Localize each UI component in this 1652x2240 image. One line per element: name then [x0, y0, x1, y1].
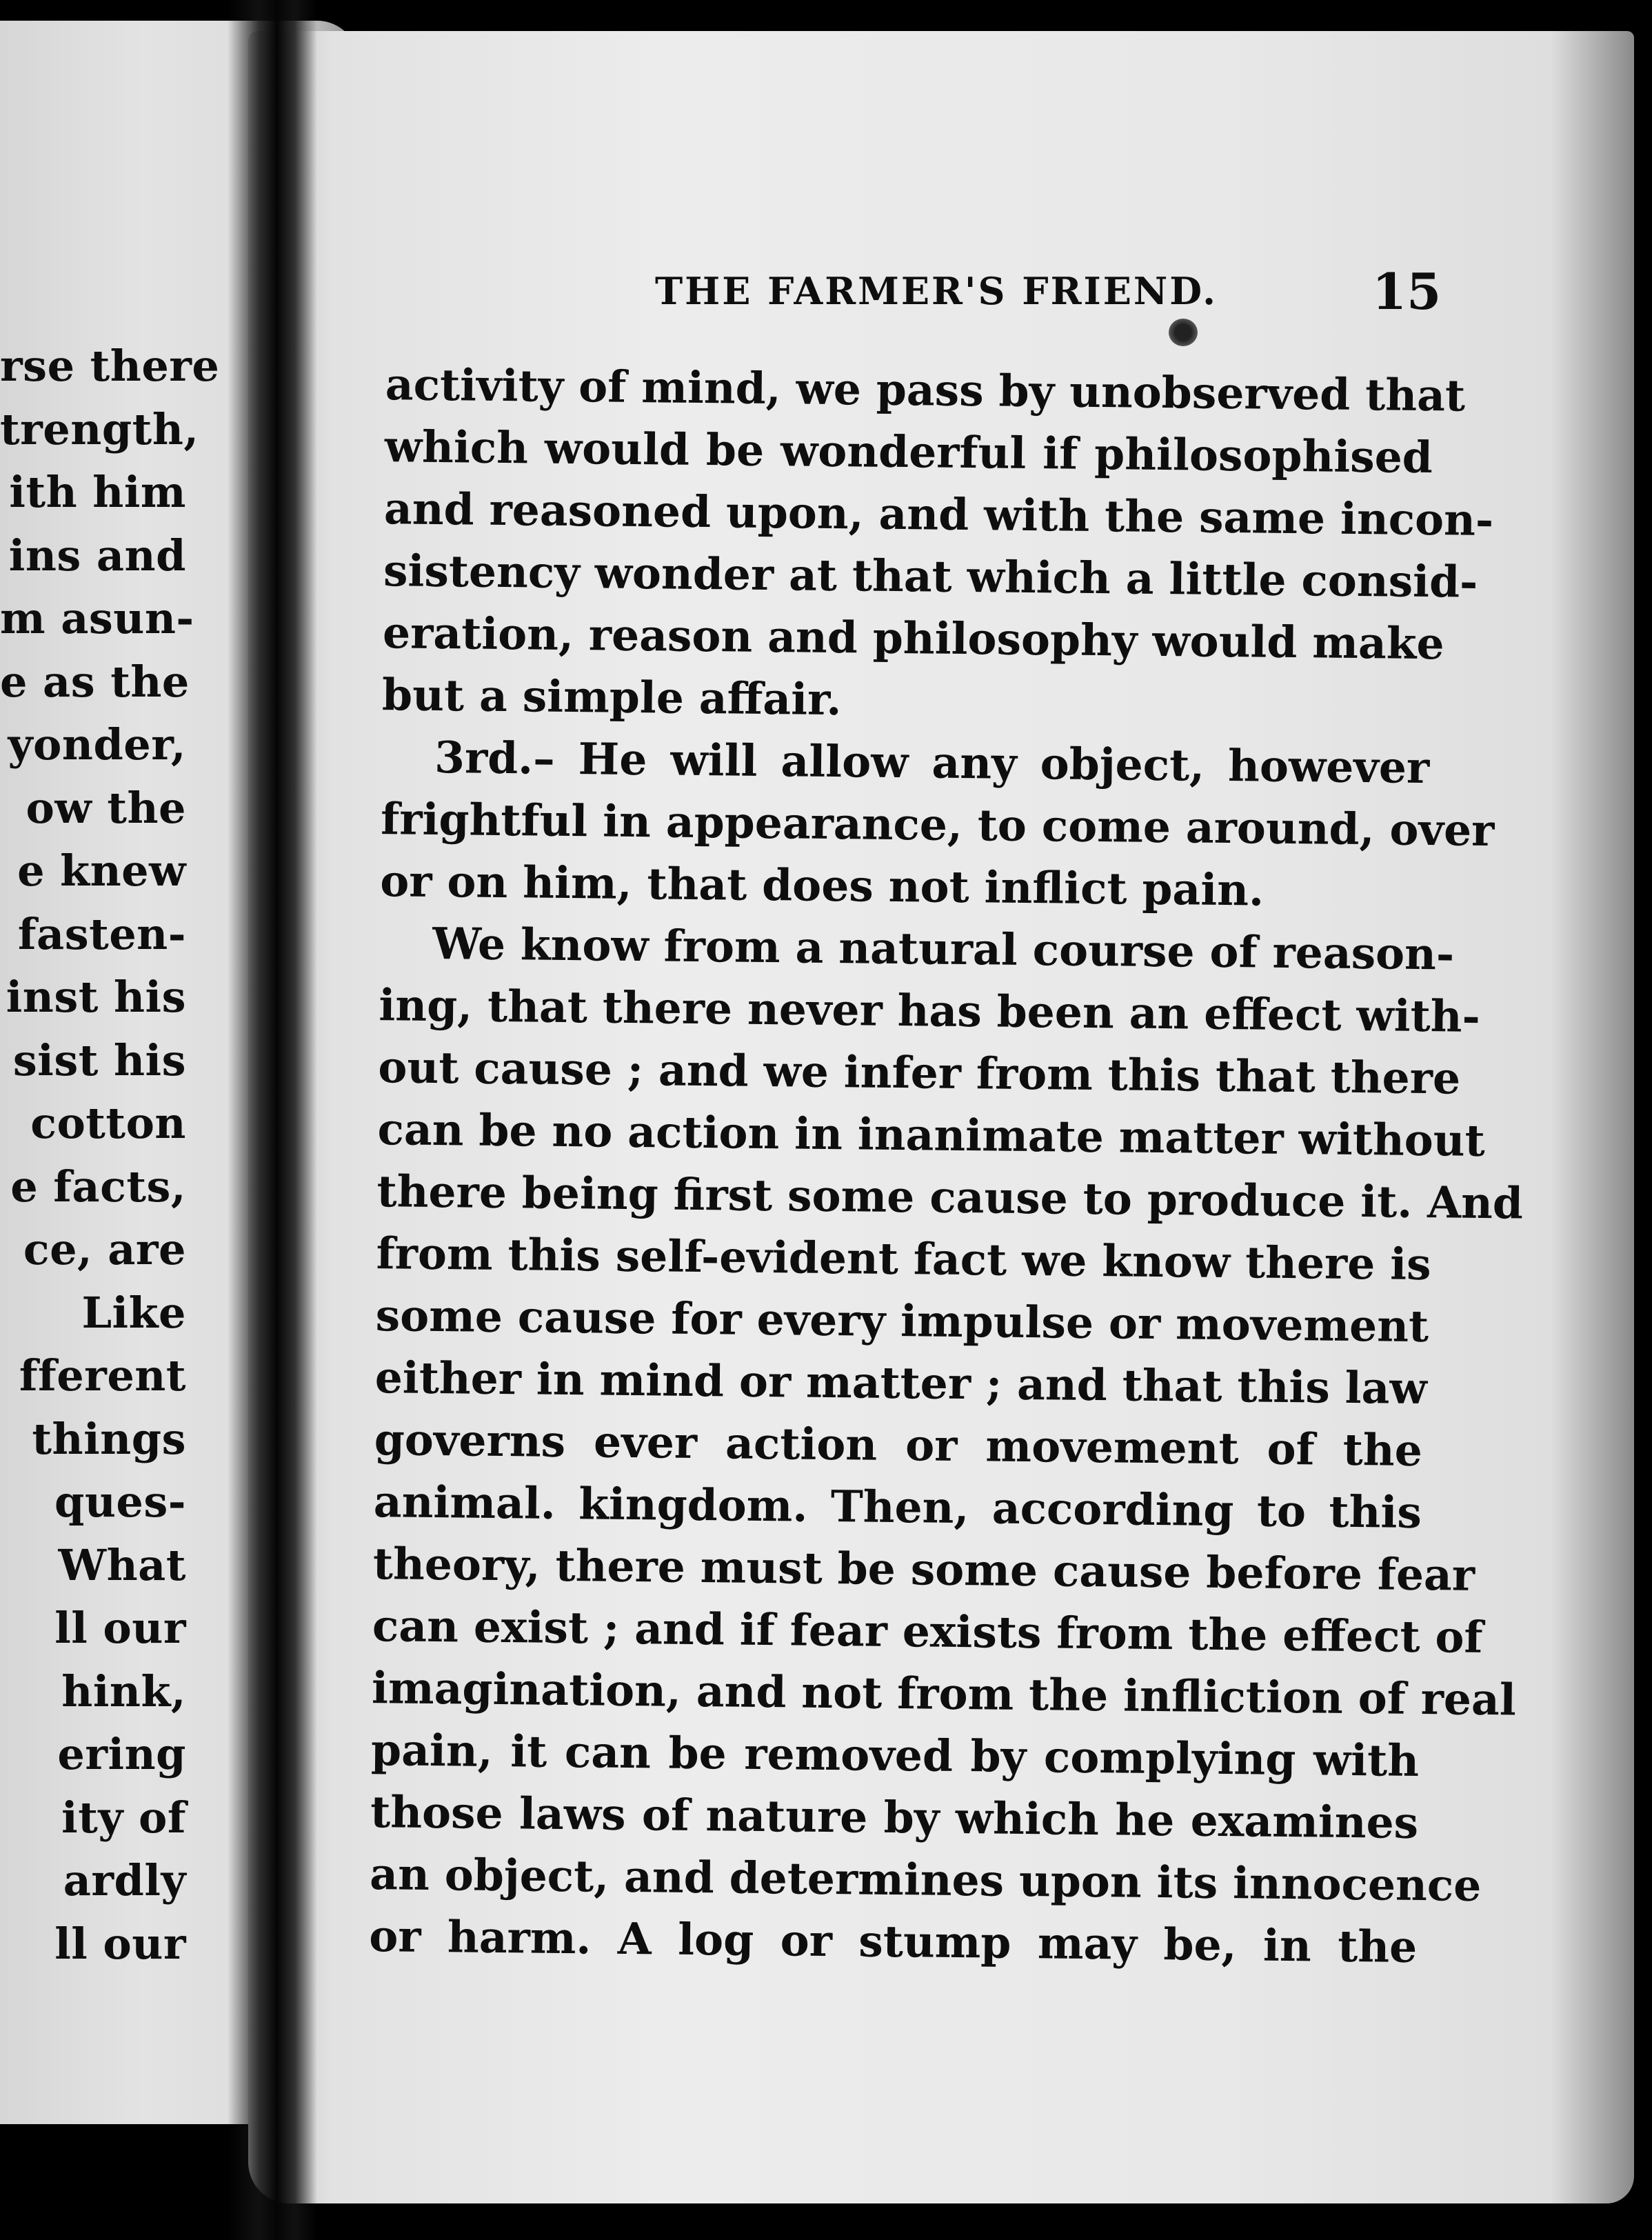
- text-line: either in mind or matter ; and that this law: [374, 1352, 1428, 1414]
- left-page-line: rse there: [0, 341, 220, 391]
- left-page-line: things: [32, 1413, 186, 1464]
- left-page-line: ow the: [26, 782, 186, 833]
- left-page-line: ity of: [61, 1792, 186, 1843]
- left-page-line: m asun-: [0, 593, 194, 643]
- left-page-line: Like: [81, 1287, 186, 1338]
- left-page-line: ins and: [8, 530, 186, 581]
- text-line: theory, there must be some cause before fear: [372, 1538, 1475, 1601]
- page-number: 15: [1372, 262, 1442, 321]
- text-line: governs ever action or movement of the: [374, 1414, 1423, 1477]
- text-line: out cause ; and we infer from this that there: [378, 1041, 1461, 1104]
- text-line: but a simple affair.: [381, 669, 842, 726]
- left-page-line: e as the: [0, 656, 190, 707]
- text-line: 3rd.– He will allow any object, however: [434, 731, 1430, 794]
- text-line: can exist ; and if fear exists from the effect of: [372, 1600, 1483, 1663]
- text-line: from this self-evident fact we know there is: [376, 1228, 1432, 1290]
- text-line: sistency wonder at that which a little consid-: [383, 545, 1478, 608]
- left-page-line: ll our: [54, 1603, 186, 1653]
- text-line: can be no action in inanimate matter without: [377, 1103, 1486, 1166]
- text-line: an object, and determines upon its innocence: [369, 1848, 1482, 1911]
- left-page-line: fasten-: [17, 908, 186, 959]
- left-page-line: inst his: [6, 972, 186, 1022]
- left-page-line: ardly: [63, 1855, 186, 1906]
- left-page-line: What: [58, 1539, 186, 1590]
- left-page-line: hink,: [61, 1666, 186, 1717]
- text-line: pain, it can be removed by complying with: [370, 1724, 1420, 1786]
- left-page-line: sist his: [12, 1034, 186, 1086]
- running-head: THE FARMER'S FRIEND.: [655, 269, 1218, 313]
- text-line: frightful in appearance, to come around, over: [380, 793, 1495, 857]
- text-line: some cause for every impulse or movement: [375, 1290, 1429, 1352]
- left-page-line: e facts,: [10, 1161, 186, 1212]
- text-line: eration, reason and philosophy would make: [382, 607, 1444, 670]
- text-line: those laws of nature by which he examines: [370, 1786, 1419, 1848]
- left-page-line: fferent: [19, 1350, 186, 1401]
- text-line: there being first some cause to produce it. And: [376, 1166, 1524, 1229]
- text-line: animal. kingdom. Then, according to this: [373, 1476, 1422, 1539]
- left-page-line: ce, are: [23, 1224, 186, 1274]
- text-line: or on him, that does not inflict pain.: [379, 855, 1265, 916]
- left-page-line: ll our: [54, 1918, 186, 1969]
- left-page-line: cotton: [30, 1098, 186, 1148]
- left-page-line: yonder,: [8, 719, 186, 770]
- text-line: imagination, and not from the infliction of real: [371, 1662, 1517, 1726]
- left-page-line: trength,: [0, 403, 199, 454]
- text-line: activity of mind, we pass by unobserved that: [385, 359, 1466, 421]
- left-page-line: e knew: [17, 846, 186, 896]
- text-line: ing, that there never has been an effect with-: [379, 979, 1481, 1042]
- text-line: and reasoned upon, and with the same incon-: [383, 483, 1494, 546]
- left-page-line: ering: [57, 1729, 186, 1779]
- left-page-line: ques-: [54, 1477, 186, 1527]
- left-page-line: ith him: [9, 467, 186, 517]
- text-line: which would be wonderful if philosophised: [384, 421, 1433, 483]
- text-line: We know from a natural course of reason-: [432, 917, 1455, 980]
- text-line: or harm. A log or stump may be, in the: [368, 1910, 1418, 1972]
